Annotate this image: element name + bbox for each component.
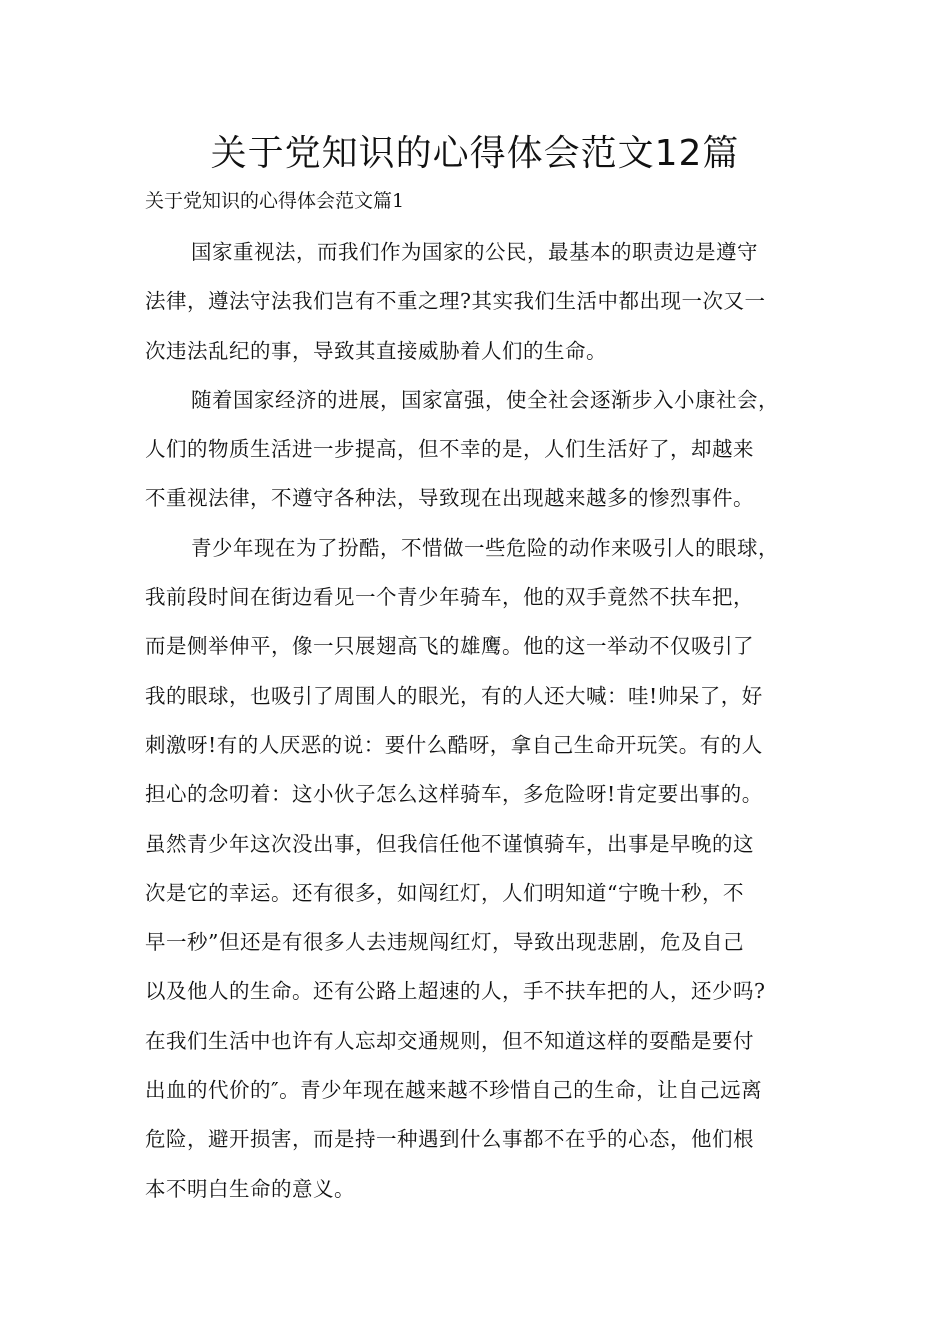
body-line: 以及他人的生命。还有公路上超速的人，手不扶车把的人，还少吗? bbox=[145, 979, 766, 1004]
body-line: 不重视法律，不遵守各种法，导致现在出现越来越多的惨烈事件。 bbox=[145, 486, 754, 511]
page-title: 关于党知识的心得体会范文12篇 bbox=[210, 133, 740, 174]
body-line: 法律，遵法守法我们岂有不重之理?其实我们生活中都出现一次又一 bbox=[145, 289, 766, 314]
body-line: 担心的念叨着：这小伙子怎么这样骑车，多危险呀!肯定要出事的。 bbox=[145, 782, 763, 807]
body-line: 出血的代价的″。青少年现在越来越不珍惜自己的生命，让自己远离 bbox=[145, 1078, 763, 1103]
body-line: 我的眼球，也吸引了周围人的眼光，有的人还大喊：哇!帅呆了，好 bbox=[145, 683, 763, 708]
body-line: 早一秒”但还是有很多人去违规闯红灯，导致出现悲剧，危及自己 bbox=[145, 930, 744, 955]
article-body bbox=[145, 232, 815, 1218]
body-line: 次违法乱纪的事，导致其直接威胁着人们的生命。 bbox=[145, 338, 607, 363]
body-line: 本不明白生命的意义。 bbox=[145, 1176, 355, 1201]
body-line: 我前段时间在街边看见一个青少年骑车，他的双手竟然不扶车把， bbox=[145, 585, 754, 610]
body-line: 危险，避开损害，而是持一种遇到什么事都不在乎的心态，他们根 bbox=[145, 1127, 754, 1152]
body-line: 虽然青少年这次没出事，但我信任他不谨慎骑车，出事是早晚的这 bbox=[145, 831, 754, 856]
body-line: 而是侧举伸平，像一只展翅高飞的雄鹰。他的这一举动不仅吸引了 bbox=[145, 634, 754, 659]
body-line: 刺激呀!有的人厌恶的说：要什么酷呀，拿自己生命开玩笑。有的人 bbox=[145, 732, 763, 757]
body-line: 人们的物质生活进一步提高，但不幸的是，人们生活好了，却越来 bbox=[145, 437, 754, 462]
section-heading: 关于党知识的心得体会范文篇1 bbox=[145, 190, 405, 212]
body-line: 青少年现在为了扮酷，不惜做一些危险的动作来吸引人的眼球， bbox=[191, 535, 779, 560]
body-line: 国家重视法，而我们作为国家的公民，最基本的职责边是遵守 bbox=[191, 240, 758, 264]
body-line: 在我们生活中也许有人忘却交通规则，但不知道这样的耍酷是要付 bbox=[145, 1028, 754, 1053]
body-line: 次是它的幸运。还有很多，如闯红灯，人们明知道“宁晚十秒，不 bbox=[145, 880, 744, 905]
body-line: 随着国家经济的进展，国家富强，使全社会逐渐步入小康社会， bbox=[191, 387, 779, 412]
